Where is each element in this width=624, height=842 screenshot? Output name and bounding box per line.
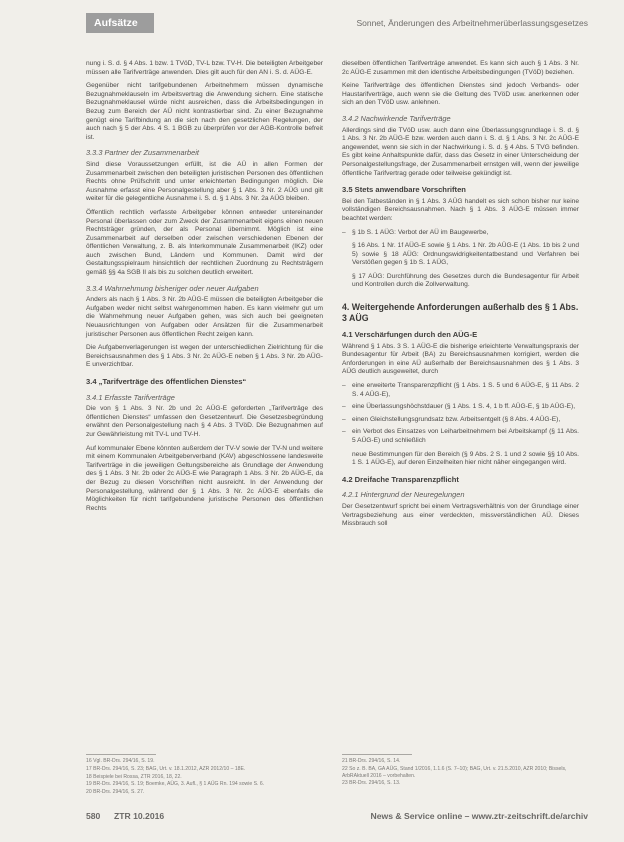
paragraph: Die von § 1 Abs. 3 Nr. 2b und 2c AÜG-E geforderten „Tarifverträge des öffentlichen Dienstes“ umfassen den Gesetzentwurf. Die Gesetzesbegründung erwähnt den Personalgestellung nach § 4 Abs. 3 TVöD. Die Bezugnahmen auf zur Gewährleistung mit TV-L und TV-H. — [86, 405, 323, 438]
footnote: 21 BR-Drs. 294/16, S. 14. — [342, 758, 401, 764]
footnote-rule — [86, 754, 156, 755]
subsubsection-heading: 3.4.2 Nachwirkende Tarifverträge — [342, 113, 451, 123]
footnote-rule — [342, 754, 412, 755]
footnote: 18 Beispiele bei Rossa, ZTR 2016, 18, 22. — [86, 773, 182, 780]
page-number: 580 — [86, 811, 101, 821]
paragraph: Gegenüber nicht tarifgebundenen Arbeitnehmern müssen dynamische Bezugnahmeklauseln im Arbeitsvertrag die Anwendung sichern. Eine statische Bezugnahmeklausel würde nicht ausreichen, dass die Arbeitsbedingungen in Bezug zum Bereich der AÜ nicht kontrastierbar sind. Zu einer Bezugnahme genügt eine Tarifbindung an die sich nach den gesetzlichen Regelungen, der auch nach § 5 der Abs. 4 S. 1 BGB zu überprüfen vor der AGB-Kontrolle befreit ist. — [86, 82, 323, 141]
paragraph: dieselben öffentlichen Tarifverträge anwendet. Es kann sich auch § 1 Abs. 3 Nr. 2c AÜG-E zusammen mit den identische Arbeitsbedingungen (TVöD) beziehen. — [342, 60, 579, 76]
paragraph: Auf kommunaler Ebene könnten außerdem der TV-V sowie der TV-N und weitere mit einem Kommunalen Arbeitgeberverband (KAV) abgeschlossene landesweite Tarifverträge in die jeweiligen Geltungsbereiche als Grundlage der Anwendung des § 1 Abs. 3 Nr. 2b oder 2c AÜG-E wie Paragraph 1 Abs. 3 Nr. 2b AÜG-E, da der Bezug zu diesen Vorschriften nicht ausreicht. In der Anwendung der Personalgestellung, während der § 1 Abs. 3 Nr. 2c AÜG-E ebenfalls die Möglichkeiten für nicht tarifgebundene juristische Personen des öffentlichen Rechts — [86, 444, 323, 512]
left-column — [86, 60, 323, 518]
running-head: Sonnet, Änderungen des Arbeitnehmerüberlassungsgesetzes — [356, 18, 588, 28]
subsubsection-heading: 4.2.1 Hintergrund der Neuregelungen — [342, 490, 465, 500]
section-heading: 4. Weitergehende Anforderungen außerhalb des § 1 Abs. 3 AÜG — [342, 302, 579, 323]
footnote: 22 So z. B. BA, GA AÜG, Stand 1/2016, 1.1.6 (S. 7–10); BAG, Urt. v. 21.5.2010, AZR 2010; Bissels, ArbRAktuell 2016 – vorbehalten. — [342, 765, 567, 779]
subsubsection-heading: 3.4.1 Erfasste Tarifverträge — [86, 392, 175, 402]
footnote: 17 BR-Drs. 294/16, S. 23; BAG, Urt. v. 18.1.2012, AZR 2012/10 – 18E. — [86, 765, 246, 772]
list-item: – einen Gleichstellungsgrundsatz bzw. Arbeitsentgelt (§ 8 Abs. 4 AÜG-E), — [342, 416, 579, 425]
paragraph: Der Gesetzentwurf spricht bei einem Vertragsverhältnis von der Grundlage einer Vertragsbeziehung aus einer verdeckten, missverständlichen AÜ. Dieses Missbrauch soll — [342, 502, 579, 528]
indented-paragraph: § 17 AÜG: Durchführung des Gesetzes durch die Bundesagentur für Arbeit und Kontrollen durch die Zollverwaltung. — [352, 272, 579, 289]
subsubsection-heading: 3.3.4 Wahrnehmung bisheriger oder neuer Aufgaben — [86, 283, 259, 293]
paragraph: Allerdings sind die TVöD usw. auch dann eine Überlassungsgrundlage i. S. d. § 1 Abs. 3 Nr. 2b AÜG-E bzw. werden auch dann i. S. d. § 1 Abs. 3 Nr. 2c AÜG-E angewendet, wenn sie sich in der Nachwirkung i. S. d. § 4 Abs. 5 TVG befinden. Es gibt keine Anhaltspunkte dafür, dass das Gesetz in einer Unterscheidung der Personalgestellungsfrage, der Zusammenarbeit ernstgen will, wenn der jeweilige öffentliche Tarifvertrag gerade oder teilweise gekündigt ist. — [342, 126, 579, 177]
footnote: 16 Vgl. BR-Drs. 294/16, S. 19. — [86, 758, 155, 764]
right-column — [342, 60, 579, 534]
paragraph: Bei den Tatbeständen in § 1 Abs. 3 AÜG handelt es sich schon bisher nur keine vollständigen Bereichsausnahmen. Nach § 1 Abs. 3 AÜG-E müssen immer beachtet werden: — [342, 197, 579, 222]
footnote: 23 BR-Drs. 294/16, S. 13. — [342, 780, 401, 787]
footnote: 19 BR-Drs. 294/16, S. 19; Boemke, AÜG, 3. Aufl., § 1 AÜG Rn. 194 sowie S. 6. — [86, 781, 265, 788]
indented-paragraph: neue Bestimmungen für den Bereich (§ 9 Abs. 2 S. 1 und 2 sowie §§ 10 Abs. 1 S. 1 AÜG-E), auf deren Einzelheiten hier nicht näher eingegangen wird. — [352, 450, 579, 467]
list-item: – ein Verbot des Einsatzes von Leiharbeitnehmern bei Arbeitskampf (§ 11 Abs. 5 AÜG-E) und schließlich — [342, 428, 579, 445]
footnote: 20 BR-Drs. 294/16, S. 27. — [86, 789, 145, 796]
list-item: – eine Überlassungshöchstdauer (§ 1 Abs. 1 S. 4, 1 b ff. AÜG-E, § 1b AÜG-E), — [342, 403, 579, 412]
list-item: – eine erweiterte Transparenzpflicht (§ 1 Abs. 1 S. 5 und 6 AÜG-E, § 11 Abs. 2 S. 4 AÜG-E), — [342, 382, 579, 399]
journal-issue: ZTR 10.2016 — [114, 811, 165, 821]
paragraph: Öffentlich rechtlich verfasste Arbeitgeber können entweder untereinander Personal überlassen oder zum Zweck der Zusammenarbeit eigens einen neuen Rechtsträger gründen, der als Personal übernimmt. Möglich ist eine Zusammenarbeit auf derselben oder zwischen verschiedenen Ebenen der öffentlichen Verwaltung, z. B. als Interkommunale Zusammenarbeit (IKZ) oder auch zwischen Bund, Ländern und Kommunen. Damit wird der Gestaltungsspielraum hinsichtlich der rechtlichen Zuordnung zu Rechtsträgern gemäß §§ 4a SGB II als bis zu solchen deutlich erweitert. — [86, 208, 323, 277]
footnotes-right — [342, 754, 579, 788]
subsection-heading: 3.5 Stets anwendbare Vorschriften — [342, 185, 466, 195]
list-item: – § 1b S. 1 AÜG: Verbot der AÜ im Baugewerbe, — [342, 229, 579, 238]
subsection-heading: 4.1 Verschärfungen durch den AÜG-E — [342, 330, 478, 340]
footer-link-text: News & Service online – www.ztr-zeitschrift.de/archiv — [370, 811, 588, 821]
subsection-heading: 3.4 „Tarifverträge des öffentlichen Dienstes“ — [86, 377, 247, 386]
bullet-list — [342, 382, 579, 446]
section-tag: Aufsätze — [86, 13, 154, 33]
page-footer — [86, 811, 588, 825]
subsubsection-heading: 3.3.3 Partner der Zusammenarbeit — [86, 148, 199, 158]
subsection-heading: 4.2 Dreifache Transparenzpflicht — [342, 474, 459, 484]
paragraph: Die Aufgabenverlagerungen ist wegen der unterschiedlichen Zielrichtung für die Bereichsausnahmen des § 1 Abs. 3 Nr. 2c AÜG-E neben § 1 Abs. 3 Nr. 2b AÜG-E unverzichtbar. — [86, 344, 323, 369]
paragraph: Sind diese Voraussetzungen erfüllt, ist die AÜ in allen Formen der Zusammenarbeit zwischen den beteiligten juristischen Personen des öffentlichen Rechts ohne Prüfschritt und unter erleichterten Bedingungen möglich. Die Ausnahme erfasst eine Personalgestellung aber § 1 Abs. 3 Nr. 2 AÜG und gilt weiter für die gelegentliche Ausnahme i. S. d. § 1 Abs. 3 Nr. 2a AÜG bleiben. — [86, 160, 323, 203]
page-header — [86, 13, 588, 35]
footnotes-left — [86, 754, 323, 797]
paragraph: nung i. S. d. § 4 Abs. 1 bzw. 1 TVöD, TV-L bzw. TV-H. Die beteiligten Arbeitgeber müssen alle Tarifverträge anwenden. Dies gilt auch für den AN i. S. d. AÜG-E. — [86, 60, 323, 76]
paragraph: Keine Tarifverträge des öffentlichen Dienstes sind jedoch Verbands- oder Haustarifverträge, auch wenn sie die Geltung des TVöD usw. anerkennen oder sich an den TVöD usw. anlehnen. — [342, 82, 579, 107]
paragraph: Während § 1 Abs. 3 S. 1 AÜG-E die bisherige erleichterte Verwaltungspraxis der Bundesagentur für Arbeit (BA) zu Bereichsausnahmen korrigiert, werden die Anforderungen in eine AÜ außerhalb der Bereichsausnahmen des § 1 Abs. 3 AÜG deutlich ausgeweitet, durch — [342, 342, 579, 376]
indented-paragraph: § 16 Abs. 1 Nr. 1f AÜG-E sowie § 1 Abs. 1 Nr. 2b AÜG-E (1 Abs. 1b bis 2 und 5) sowie § 18 AÜG: Ordnungswidrigkeitentatbestand und Verfahren bei Verstößen gegen § 1b S. 1 AÜG, — [352, 242, 579, 267]
bullet-list — [342, 229, 579, 238]
paragraph: Anders als nach § 1 Abs. 3 Nr. 2b AÜG-E müssen die beteiligten Arbeitgeber die Aufgaben weder nicht selbst wahrgenommen haben. Es kann vielmehr gut um die Wahrnehmung neuer Aufgaben gehen, was sich auch bei geeigneten Neuausrichtungen von Aufgaben oder Ansätzen für die Zusammenarbeit juristischer Personen aus öffentlichen Recht zeigen kann. — [86, 296, 323, 338]
